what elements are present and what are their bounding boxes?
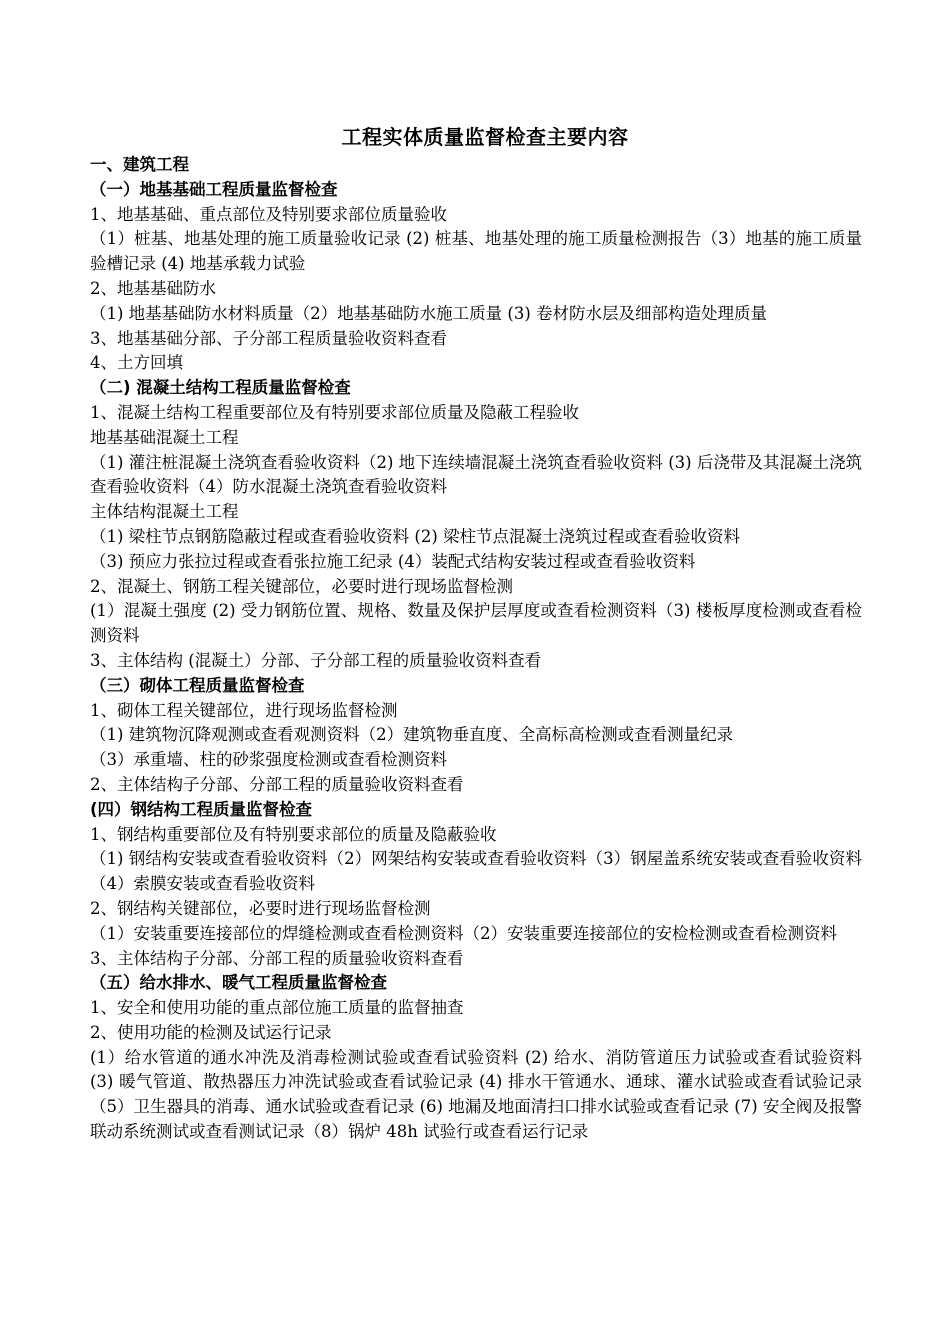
detail-foundation-concrete: （1) 灌注桩混凝土浇筑查看验收资料（2) 地下连续墙混凝土浇筑查看验收资料 (3) 后浇带及其混凝土浇筑查看验收资料（4）防水混凝土浇筑查看验收资料: [90, 452, 862, 497]
item-plumbing-1: 1、安全和使用功能的重点部位施工质量的监督抽查: [90, 998, 464, 1018]
subsection-heading-concrete: （二) 混凝土结构工程质量监督检查: [90, 378, 351, 398]
item-masonry-1: 1、砌体工程关键部位，进行现场监督检测: [90, 700, 398, 720]
detail-main-concrete-2: （3) 预应力张拉过程或查看张拉施工纪录 (4）装配式结构安装过程或查看验收资料: [90, 551, 696, 571]
detail-steel-1: （1) 钢结构安装或查看验收资料（2）网架结构安装或查看验收资料（3）钢屋盖系统安装或查看验收资料（4）索膜安装或查看验收资料: [90, 849, 862, 894]
detail-masonry-1: （1) 建筑物沉降观测或查看观测资料（2）建筑物垂直度、全高标高检测或查看测量纪录: [90, 725, 734, 745]
item-steel-2: 2、钢结构关键部位，必要时进行现场监督检测: [90, 898, 431, 918]
subsection-heading-steel: (四）钢结构工程质量监督检查: [90, 799, 313, 819]
detail-foundation-1: （1）桩基、地基处理的施工质量验收记录 (2) 桩基、地基处理的施工质量检测报告（3）地基的施工质量验槽记录 (4) 地基承载力试验: [90, 229, 862, 274]
item-concrete-1: 1、混凝土结构工程重要部位及有特别要求部位质量及隐蔽工程验收: [90, 402, 579, 422]
item-foundation-4: 4、土方回填: [90, 353, 183, 373]
detail-foundation-2: （1) 地基基础防水材料质量（2）地基基础防水施工质量 (3) 卷材防水层及细部构造处理质量: [90, 303, 768, 323]
document-title: 工程实体质量监督检查主要内容: [341, 125, 629, 149]
item-plumbing-2: 2、使用功能的检测及试运行记录: [90, 1022, 332, 1042]
subsection-heading-foundation: （一）地基基础工程质量监督检查: [90, 179, 338, 199]
subsection-heading-masonry: （三）砌体工程质量监督检查: [90, 675, 305, 695]
item-foundation-3: 3、地基基础分部、子分部工程质量验收资料查看: [90, 328, 447, 348]
item-masonry-2: 2、主体结构子分部、分部工程的质量验收资料查看: [90, 774, 464, 794]
section-heading-building: 一、建筑工程: [90, 155, 189, 174]
sub-heading-foundation-concrete: 地基基础混凝土工程: [90, 427, 239, 447]
detail-concrete-2: (1）混凝土强度 (2) 受力钢筋位置、规格、数量及保护层厚度或查看检测资料（3) 楼板厚度检测或查看检测资料: [90, 601, 862, 646]
item-concrete-2: 2、混凝土、钢筋工程关键部位，必要时进行现场监督检测: [90, 576, 513, 596]
sub-heading-main-concrete: 主体结构混凝土工程: [90, 502, 239, 522]
item-foundation-1: 1、地基基础、重点部位及特别要求部位质量验收: [90, 204, 447, 224]
item-steel-3: 3、主体结构子分部、分部工程的质量验收资料查看: [90, 948, 464, 968]
detail-plumbing-2: (1）给水管道的通水冲洗及消毒检测试验或查看试验资料 (2) 给水、消防管道压力试验或查看试验资料 (3) 暖气管道、散热器压力冲洗试验或查看试验记录 (4) 排水干管通水、通球、灌水试验或查看试验记录（5）卫生器具的消毒、通水试验或查看记录 (6) 地漏及地面清扫口排水试验或查看记录 (7) 安全阀及报警联动系统测试或查看测试记录（8）锅炉 48h 试验行或查看运行记录: [90, 1047, 862, 1142]
subsection-heading-plumbing: （五）给水排水、暖气工程质量监督检查: [90, 973, 387, 993]
detail-steel-2: （1）安装重要连接部位的焊缝检测或查看检测资料（2）安装重要连接部位的安检检测或查看检测资料: [90, 923, 837, 943]
detail-masonry-2: （3）承重墙、柱的砂浆强度检测或查看检测资料: [90, 750, 447, 770]
item-steel-1: 1、钢结构重要部位及有特别要求部位的质量及隐蔽验收: [90, 824, 497, 844]
document-page: [90, 121, 862, 1145]
item-foundation-2: 2、地基基础防水: [90, 278, 216, 298]
item-concrete-3: 3、主体结构 (混凝土）分部、子分部工程的质量验收资料查看: [90, 650, 542, 670]
detail-main-concrete-1: （1) 梁柱节点钢筋隐蔽过程或查看验收资料 (2) 梁柱节点混凝土浇筑过程或查看验收资料: [90, 526, 741, 546]
